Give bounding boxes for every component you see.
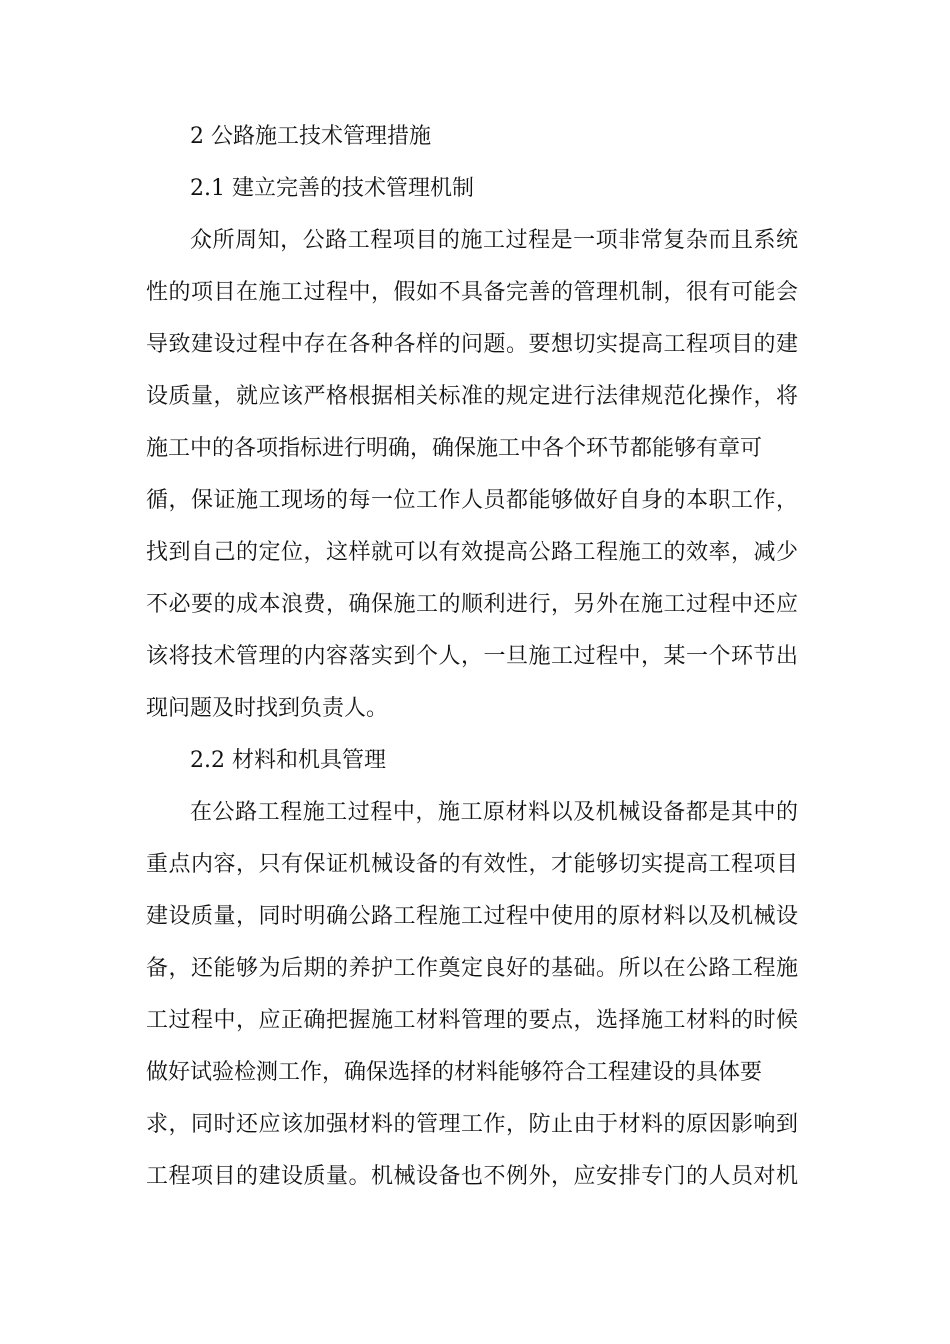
paragraph-line: 建设质量，同时明确公路工程施工过程中使用的原材料以及机械设 (146, 904, 798, 929)
paragraph-line: 循，保证施工现场的每一位工作人员都能够做好自身的本职工作， (146, 488, 798, 513)
paragraph-line: 在公路工程施工过程中，施工原材料以及机械设备都是其中的 (190, 800, 798, 825)
section-heading-2-1: 2.1 建立完善的技术管理机制 (190, 176, 474, 201)
paragraph-line: 现问题及时找到负责人。 (146, 696, 389, 721)
paragraph-line: 求，同时还应该加强材料的管理工作，防止由于材料的原因影响到 (146, 1112, 798, 1137)
section-heading-2: 2 公路施工技术管理措施 (190, 124, 431, 149)
paragraph-line: 众所周知，公路工程项目的施工过程是一项非常复杂而且系统 (190, 228, 798, 253)
section-heading-2-2: 2.2 材料和机具管理 (190, 748, 386, 773)
document-body (146, 111, 798, 1203)
paragraph-materials-equipment (146, 787, 798, 1203)
paragraph-line: 性的项目在施工过程中，假如不具备完善的管理机制，很有可能会 (146, 280, 798, 305)
paragraph-technical-management (146, 215, 798, 735)
paragraph-line: 重点内容，只有保证机械设备的有效性，才能够切实提高工程项目 (146, 852, 798, 877)
paragraph-line: 工程项目的建设质量。机械设备也不例外，应安排专门的人员对机 (146, 1164, 798, 1189)
paragraph-line: 导致建设过程中存在各种各样的问题。要想切实提高工程项目的建 (146, 332, 798, 357)
paragraph-line: 该将技术管理的内容落实到个人，一旦施工过程中，某一个环节出 (146, 644, 798, 669)
paragraph-line: 备，还能够为后期的养护工作奠定良好的基础。所以在公路工程施 (146, 956, 798, 981)
paragraph-line: 施工中的各项指标进行明确，确保施工中各个环节都能够有章可 (146, 436, 763, 461)
paragraph-line: 找到自己的定位，这样就可以有效提高公路工程施工的效率，减少 (146, 540, 798, 565)
paragraph-line: 不必要的成本浪费，确保施工的顺利进行，另外在施工过程中还应 (146, 592, 798, 617)
paragraph-line: 做好试验检测工作，确保选择的材料能够符合工程建设的具体要 (146, 1060, 763, 1085)
paragraph-line: 设质量，就应该严格根据相关标准的规定进行法律规范化操作，将 (146, 384, 798, 409)
paragraph-line: 工过程中，应正确把握施工材料管理的要点，选择施工材料的时候 (146, 1008, 798, 1033)
